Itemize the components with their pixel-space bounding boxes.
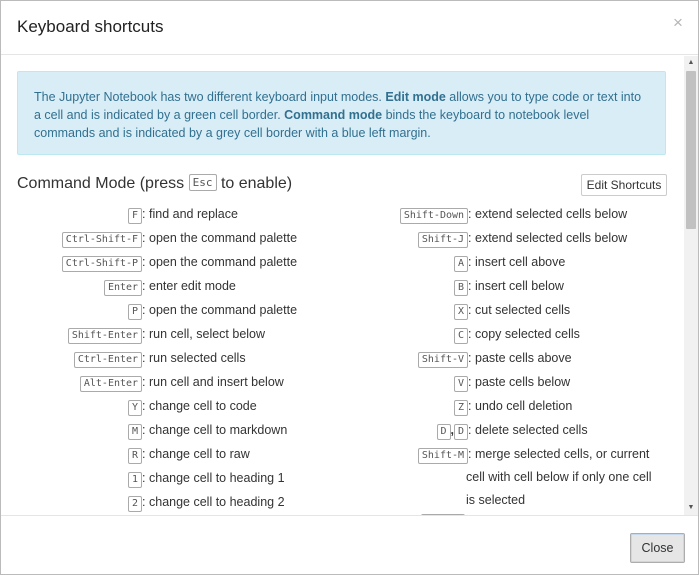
close-button[interactable]: Close — [630, 533, 685, 563]
shortcut-colon: : — [142, 399, 149, 413]
shortcut-key-group — [454, 398, 475, 416]
info-text-1: The Jupyter Notebook has two different keyboard input modes. — [34, 90, 386, 104]
right-shortcut-description: insert cell below — [475, 279, 564, 293]
right-shortcut-keys — [1, 350, 475, 366]
right-shortcut-description: copy selected cells — [475, 327, 580, 341]
shortcut-colon: : — [468, 423, 475, 437]
left-shortcut-description: run selected cells — [149, 351, 246, 365]
left-shortcut-description: change cell to code — [149, 399, 257, 413]
shortcut-colon: : — [468, 231, 475, 245]
shortcut-key: Shift-V — [418, 352, 468, 368]
right-shortcut-description-line: merge selected cells, or current — [475, 447, 650, 461]
left-shortcut-description: change cell to markdown — [149, 423, 288, 437]
info-text-2: allows you to type code or text into a cell and is indicated by a green cell border. — [34, 90, 642, 122]
dialog-content — [1, 56, 684, 515]
shortcut-colon: : — [468, 207, 475, 221]
info-text-3: binds the keyboard to notebook level commands and is indicated by a grey cell border with a blue left margin. — [34, 108, 590, 140]
shortcut-colon: : — [468, 279, 475, 293]
shortcut-colon: : — [142, 351, 149, 365]
shortcut-colon: : — [142, 447, 149, 461]
shortcut-key: P — [128, 304, 142, 320]
left-shortcut-keys — [1, 470, 149, 486]
left-shortcut-keys — [1, 494, 149, 510]
shortcut-key: A — [454, 256, 468, 272]
right-shortcut-keys — [1, 302, 475, 318]
shortcut-colon: : — [142, 231, 149, 245]
shortcut-key: M — [128, 424, 142, 440]
shortcut-key-group — [454, 278, 475, 296]
shortcut-colon: : — [468, 303, 475, 317]
right-shortcut-description-line: is selected — [466, 493, 526, 507]
right-shortcut-description: insert cell above — [475, 255, 566, 269]
modes-info-alert — [17, 71, 666, 155]
scrollbar-thumb[interactable] — [686, 71, 696, 229]
scroll-down-arrow-icon[interactable]: ▼ — [687, 504, 695, 511]
info-edit-mode: Edit mode — [385, 90, 446, 104]
right-shortcut-keys — [1, 206, 475, 222]
close-icon[interactable]: × — [673, 13, 683, 32]
right-shortcut-description: cut selected cells — [475, 303, 571, 317]
shortcut-key: Shift-Enter — [68, 328, 142, 344]
left-shortcut-description: open the command palette — [149, 255, 298, 269]
left-shortcut-description: change cell to heading 2 — [149, 495, 285, 509]
right-shortcut-description: delete selected cells — [475, 423, 588, 437]
heading-text-pre: Command Mode (press — [17, 175, 189, 192]
shortcut-colon: : — [468, 399, 475, 413]
shortcut-colon: : — [468, 375, 475, 389]
shortcut-colon: : — [468, 327, 475, 341]
right-shortcut-keys — [1, 446, 475, 462]
shortcut-key: 1 — [128, 472, 142, 488]
shortcut-key-group — [418, 350, 475, 368]
shortcut-key: Y — [128, 400, 142, 416]
shortcut-colon: : — [142, 375, 149, 389]
shortcut-colon: : — [142, 279, 149, 293]
shortcut-colon: : — [142, 327, 149, 341]
dialog-footer — [1, 515, 698, 574]
left-shortcut-description: run cell, select below — [149, 327, 266, 341]
left-shortcut-description: change cell to raw — [149, 447, 250, 461]
right-shortcut-description-line: cell with cell below if only one cell — [466, 470, 652, 484]
command-mode-heading — [17, 174, 292, 193]
right-shortcut-description: extend selected cells below — [475, 207, 628, 221]
shortcut-key-group — [437, 422, 476, 440]
left-shortcut-description: run cell and insert below — [149, 375, 284, 389]
shortcut-key-group — [400, 206, 475, 224]
shortcut-key-group — [418, 230, 475, 248]
key-separator: , — [450, 423, 455, 437]
left-shortcut-description: open the command palette — [149, 231, 298, 245]
shortcut-colon: : — [468, 351, 475, 365]
right-shortcut-keys — [1, 398, 475, 414]
heading-text-post: to enable) — [216, 175, 293, 192]
shortcut-key: F — [128, 208, 142, 224]
shortcut-key: Shift-Down — [400, 208, 468, 224]
right-shortcut-keys — [1, 422, 475, 438]
left-shortcut-description: change cell to heading 1 — [149, 471, 285, 485]
shortcut-key: Z — [454, 400, 468, 416]
dialog-title: Keyboard shortcuts — [17, 17, 164, 36]
right-shortcut-keys — [1, 374, 475, 390]
shortcut-key: Ctrl-Enter — [74, 352, 142, 368]
shortcut-key: Ctrl-Shift-F — [62, 232, 142, 248]
shortcut-key: 2 — [128, 496, 142, 512]
shortcut-key: Ctrl-Shift-P — [62, 256, 142, 272]
info-command-mode: Command mode — [284, 108, 383, 122]
shortcut-colon: : — [142, 495, 149, 509]
shortcut-key: D — [437, 424, 451, 440]
shortcut-key: V — [454, 376, 468, 392]
shortcut-key: Alt-Enter — [80, 376, 142, 392]
shortcut-key: C — [454, 328, 468, 344]
shortcut-key-group — [128, 470, 149, 488]
shortcut-key-group — [128, 494, 149, 512]
left-shortcut-description: find and replace — [149, 207, 238, 221]
shortcut-key: D — [454, 424, 468, 440]
right-shortcut-keys — [1, 254, 475, 270]
right-shortcut-keys — [1, 230, 475, 246]
heading-key-esc: Esc — [189, 174, 217, 191]
shortcut-colon: : — [142, 471, 149, 485]
shortcut-key-group — [418, 446, 475, 464]
left-shortcut-description: open the command palette — [149, 303, 298, 317]
right-shortcut-description: undo cell deletion — [475, 399, 573, 413]
shortcut-key-group — [454, 326, 475, 344]
right-shortcut-description: extend selected cells below — [475, 231, 628, 245]
shortcut-key: X — [454, 304, 468, 320]
shortcut-colon: : — [142, 207, 149, 221]
shortcut-key: Enter — [104, 280, 142, 296]
left-shortcut-description: enter edit mode — [149, 279, 236, 293]
shortcut-key-group — [454, 254, 475, 272]
dialog-body — [1, 56, 698, 515]
shortcut-key: R — [128, 448, 142, 464]
shortcut-colon: : — [142, 255, 149, 269]
right-shortcut-keys — [1, 326, 475, 342]
right-shortcut-description: paste cells below — [475, 375, 571, 389]
shortcut-colon: : — [142, 423, 149, 437]
shortcut-key: Shift-M — [418, 448, 468, 464]
edit-shortcuts-button[interactable]: Edit Shortcuts — [581, 174, 667, 196]
vertical-scrollbar[interactable] — [684, 56, 698, 515]
shortcut-colon: : — [468, 255, 475, 269]
right-shortcut-keys — [1, 278, 475, 294]
dialog-header — [1, 1, 698, 55]
shortcut-key: B — [454, 280, 468, 296]
shortcut-key-group — [454, 302, 475, 320]
scroll-up-arrow-icon[interactable]: ▲ — [687, 59, 695, 66]
shortcut-colon: : — [468, 447, 475, 461]
shortcut-key: Shift-J — [418, 232, 468, 248]
shortcut-colon: : — [142, 303, 149, 317]
right-shortcut-description: paste cells above — [475, 351, 572, 365]
shortcut-key-group — [454, 374, 475, 392]
